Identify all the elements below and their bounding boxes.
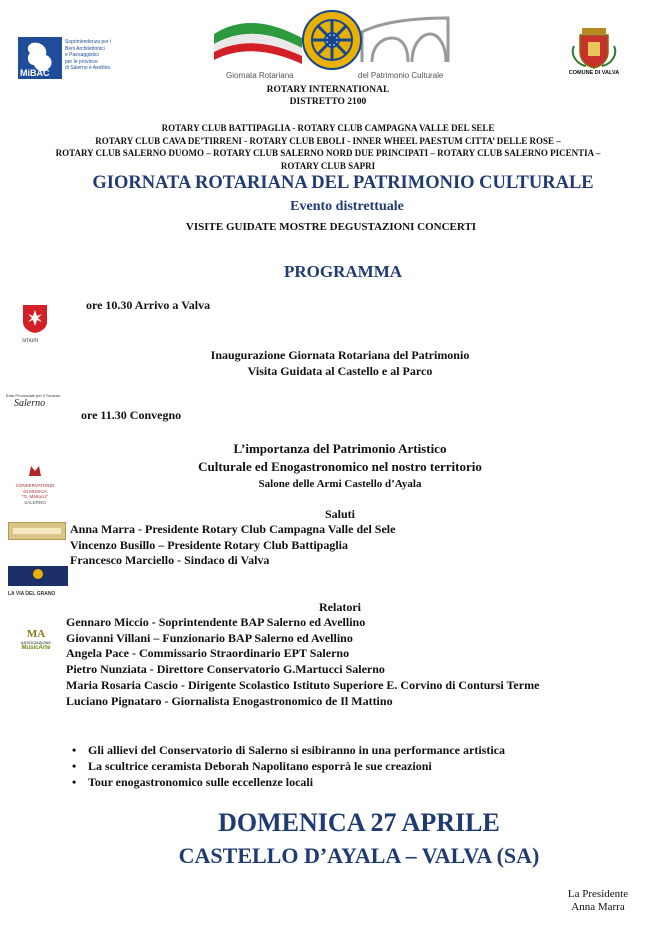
musicarte-logo <box>16 628 56 662</box>
arrival-time: ore 10.30 Arrivo a Valva <box>86 298 211 312</box>
relatore-person: Maria Rosaria Cascio - Dirigente Scolastico Istituto Superiore E. Corvino di Contursi Terme <box>66 677 540 692</box>
highlights-list <box>72 742 612 790</box>
conservatorio-label: CONSERVATORIO <box>15 483 55 488</box>
lavia-emblem-icon <box>8 562 68 586</box>
salerno-logo <box>6 393 76 417</box>
event-logo-left-text: Giornata Rotariana <box>226 71 294 80</box>
salerno-logo-top: Ente Provinciale per il Turismo <box>6 393 61 398</box>
ma-name-label: MusicArte <box>21 645 51 651</box>
clubs-line: ROTARY CLUB SAPRI <box>280 160 376 171</box>
clubs-line: ROTARY CLUB BATTIPAGLIA - ROTARY CLUB CAMPAGNA VALLE DEL SELE <box>161 123 495 133</box>
guided-visit-line: Visita Guidata al Castello e al Parco <box>247 364 433 378</box>
highlight-item: • La scultrice ceramista Deborah Napolitano esporrà le sue creazioni <box>72 758 612 774</box>
convegno-topic-line: L’importanza del Patrimonio Artistico <box>233 441 447 456</box>
clubs-line: ROTARY CLUB CAVA DE’TIRRENI - ROTARY CLUB EBOLI - INNER WHEEL PAESTUM CITTA’ DELLE ROSE – <box>95 135 561 146</box>
maltese-cross-icon <box>20 302 50 334</box>
activities-label: VISITE GUIDATE MOSTRE DEGUSTAZIONI CONCERTI <box>185 221 477 233</box>
event-date: DOMENICA 27 APRILE <box>218 808 500 837</box>
rotary-wheel-icon <box>300 8 364 72</box>
signature-name: Anna Marra <box>571 901 625 913</box>
mibac-text-line: Beni Architettonici <box>65 45 105 52</box>
mibac-text-line: Soprintendenza per i <box>65 39 112 45</box>
signature-role: La Presidente <box>567 888 629 900</box>
ma-logo-text: MA <box>26 628 46 640</box>
mibac-text-line: e Paesaggistici <box>65 52 99 58</box>
saluti-person: Francesco Marciello - Sindaco di Valva <box>70 553 270 568</box>
event-logo <box>212 4 452 86</box>
highlight-item: • Gli allievi del Conservatorio di Salerno si esibiranno in una performance artistica <box>72 742 612 758</box>
inauguration-line: Inaugurazione Giornata Rotariana del Patrimonio <box>210 348 470 362</box>
clubs-line: ROTARY CLUB SALERNO DUOMO – ROTARY CLUB SALERNO NORD DUE PRINCIPATI – ROTARY CLUB SALERNO PICENTIA – <box>55 148 601 158</box>
relatore-person: Pietro Nunziata - Direttore Conservatorio G.Martucci Salerno <box>66 662 385 677</box>
highlight-item: • Tour enogastronomico sulle eccellenze locali <box>72 774 612 790</box>
smom-logo <box>20 302 54 348</box>
relatore-person: Angela Pace - Commissario Straordinario EPT Salerno <box>66 646 350 661</box>
smom-label: smom <box>22 338 39 344</box>
distretto-label: DISTRETTO 2100 <box>289 97 367 107</box>
mibac-text-line: di Salerno e Avellino <box>65 65 111 71</box>
conservatorio-logo <box>12 462 58 510</box>
event-subtitle: Evento distrettuale <box>290 199 404 214</box>
saluti-heading: Saluti <box>324 507 355 521</box>
event-logo-right-text: del Patrimonio Culturale <box>358 71 444 80</box>
coat-of-arms-icon <box>566 26 622 70</box>
relatore-person: Luciano Pignataro - Giornalista Enogastronomico de Il Mattino <box>66 693 393 708</box>
lavia-logo <box>8 562 68 597</box>
banner-decoration-icon <box>9 523 65 539</box>
relatore-person: Gennaro Miccio - Soprintendente BAP Salerno ed Avellino <box>66 615 366 629</box>
convegno-time: ore 11.30 Convegno <box>81 408 182 422</box>
event-venue: CASTELLO D’AYALA – VALVA (SA) <box>178 843 540 868</box>
conservatorio-label: "G. Martucci" <box>21 494 49 499</box>
relatore-person: Giovanni Villani – Funzionario BAP Salerno ed Avellino <box>66 630 353 645</box>
salerno-logo-script: Salerno <box>14 398 46 409</box>
venue-line: Salone delle Armi Castello d’Ayala <box>258 478 422 490</box>
mibac-logo-text: MiBAC <box>20 68 50 78</box>
mibac-logo <box>18 37 118 79</box>
relatori-heading: Relatori <box>319 600 361 614</box>
programma-heading: PROGRAMMA <box>283 262 403 281</box>
comune-logo <box>566 26 622 82</box>
ma-assoc-label: ASSOCIAZIONE <box>20 640 51 645</box>
crown-icon <box>12 462 58 478</box>
conservatorio-label: DI MUSICA <box>23 488 47 494</box>
saluti-person: Anna Marra - Presidente Rotary Club Campagna Valle del Sele <box>70 522 396 536</box>
comune-label: COMUNE DI VALVA <box>568 70 620 76</box>
convegno-topic-line: Culturale ed Enogastronomico nel nostro territorio <box>198 459 482 474</box>
conservatorio-label: SALERNO <box>24 499 46 505</box>
main-title: GIORNATA ROTARIANA DEL PATRIMONIO CULTURALE <box>92 173 594 193</box>
mibac-text-line: per le province <box>65 58 98 65</box>
banner-logo <box>8 522 66 540</box>
mibac-emblem-icon <box>18 37 62 79</box>
rotary-international-label: ROTARY INTERNATIONAL <box>266 85 390 95</box>
saluti-person: Vincenzo Busillo – Presidente Rotary Club Battipaglia <box>70 537 349 552</box>
lavia-label: LA VIA DEL GRANO <box>8 591 56 597</box>
